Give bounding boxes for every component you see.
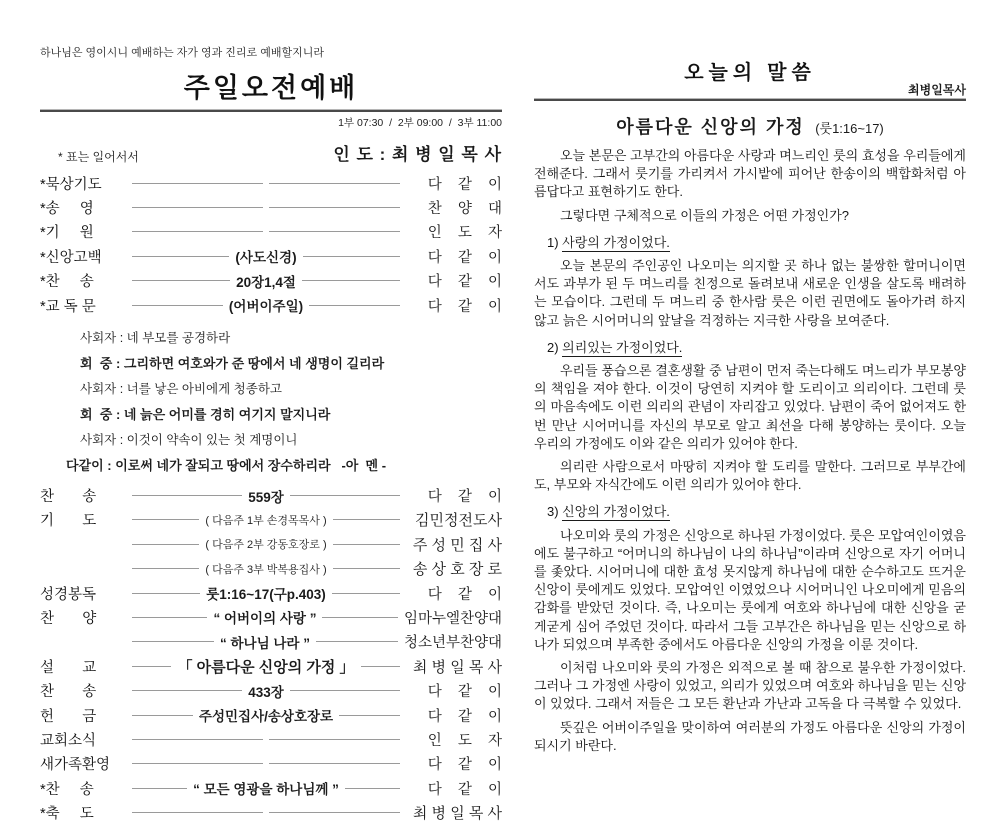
service-label: 기 도 (40, 513, 97, 530)
service-performer: 다 같 이 (427, 176, 502, 193)
sermon-title-line (534, 113, 966, 139)
service-detail: ( 다음주 3부 박복용집사 ) (205, 563, 327, 576)
service-detail: 559장 (248, 489, 284, 505)
service-performer: 다 같 이 (427, 684, 503, 701)
service-label: 새가족환영 (40, 757, 111, 774)
leader-line (339, 715, 400, 716)
leader-line (290, 495, 400, 496)
leader-line (302, 280, 400, 281)
leader-line (309, 305, 400, 306)
section-number: 2) (547, 339, 563, 355)
service-performer: 다 같 이 (427, 586, 503, 603)
todays-word-title: 오늘의 말씀 (684, 62, 816, 84)
sermon-header (534, 56, 966, 98)
service-row (40, 557, 502, 581)
worship-order-panel (40, 44, 502, 825)
service-row (40, 195, 502, 219)
service-label: 교회소식 (40, 732, 97, 749)
service-row (40, 171, 502, 195)
leader-line (269, 739, 400, 740)
service-row (40, 605, 502, 629)
reading-line-all: 다같이 : 이로써 네가 잘되고 땅에서 장수하리라 -아 멘 - (66, 458, 387, 474)
service-performer: 김민정전도사 (415, 512, 502, 530)
sermon-scripture-ref: (룻1:16~17) (815, 121, 884, 136)
order-of-service-continued (40, 483, 502, 824)
service-label: *찬 송 (40, 781, 94, 798)
service-performer: 인 도 자 (427, 732, 502, 749)
leader-line (132, 305, 223, 306)
service-performer: 최 병 일 목 사 (412, 658, 502, 676)
service-performer: 송 상 호 장 로 (412, 561, 502, 579)
section-number: 3) (547, 504, 563, 520)
service-detail: 룻1:16~17(구p.403) (206, 587, 326, 603)
service-row (40, 483, 502, 507)
header-rule-right (534, 98, 966, 101)
reading-line-congregation: 회 중 : 그리하면 여호와가 준 땅에서 네 생명이 길리라 (80, 356, 385, 372)
service-performer: 다 같 이 (427, 757, 502, 774)
scripture-motto: 하나님은 영이시니 예배하는 자가 영과 진리로 예배할지니라 (40, 47, 324, 59)
leader-line (345, 788, 400, 789)
service-detail: “ 어버이의 사랑 ” (213, 611, 317, 627)
section-number: 1) (547, 234, 563, 250)
leader-line (290, 690, 400, 691)
pastor-name: 최병일목사 (908, 83, 966, 97)
service-label: *찬 송 (40, 274, 94, 291)
sermon-section-heading (534, 339, 966, 357)
sermon-title: 아름다운 신앙의 가정 (616, 117, 805, 137)
leader-line (132, 256, 229, 257)
service-label: *축 도 (40, 806, 94, 823)
leader-line (269, 763, 400, 764)
leader-line (132, 690, 242, 691)
leader-line (132, 207, 263, 208)
service-row (40, 244, 502, 268)
service-performer: 다 같 이 (427, 249, 502, 266)
leader-line (132, 788, 187, 789)
service-label: 찬 송 (40, 489, 97, 506)
service-performer: 인 도 자 (427, 225, 502, 242)
service-performer: 다 같 이 (427, 708, 503, 725)
service-row (40, 581, 502, 605)
sermon-panel (534, 56, 966, 760)
leader-line (132, 231, 263, 232)
service-row (40, 727, 502, 751)
service-performer: 다 같 이 (427, 298, 503, 315)
service-row (40, 630, 502, 654)
leader-line (316, 641, 398, 642)
sermon-paragraph: 뜻깊은 어버이주일을 맞이하여 여러분의 가정도 아름다운 신앙의 가정이 되시기 바란다. (534, 719, 966, 753)
leader-line (132, 280, 230, 281)
service-detail: (사도신경) (235, 250, 297, 266)
service-label: 찬 양 (40, 610, 97, 627)
leader-line (322, 617, 397, 618)
sermon-paragraph: 이처럼 나오미와 룻의 가정은 외적으로 볼 때 참으로 불우한 가정이었다. 그러나 그 가정엔 사랑이 있었고, 의리가 있었으며 여호와 하나님을 믿는 신앙이 있었다. 그래서 저들은 그 모든 환난과 가난과 고독을 다 극복할 수 있었다. (534, 660, 966, 712)
service-label: *신앙고백 (40, 249, 102, 266)
service-performer: 주 성 민 집 사 (412, 536, 502, 554)
section-title: 신앙의 가정이었다. (562, 504, 670, 520)
reading-line-presider: 사회자 : 너를 낳은 아비에게 청종하고 (80, 382, 282, 397)
leader-line (269, 812, 400, 813)
service-detail: ( 다음주 1부 손경목목사 ) (205, 514, 327, 527)
leader-line (333, 544, 400, 545)
service-row (40, 220, 502, 244)
sermon-paragraph: 의리란 사람으로서 마땅히 지켜야 할 도리를 말한다. 그러므로 부부간에도, 부모와 자식간에도 이런 의리가 있어야 한다. (534, 459, 966, 493)
service-detail: 「 아름다운 신앙의 가정 」 (177, 658, 355, 676)
service-row (40, 703, 502, 727)
service-performer: 청소년부찬양대 (403, 635, 502, 652)
service-row (40, 532, 502, 556)
service-row (40, 508, 502, 532)
service-times: 1부 07:30 / 2부 09:00 / 3부 11:00 (338, 117, 502, 129)
service-detail: ( 다음주 2부 강동호장로 ) (205, 539, 327, 552)
leader-line (132, 739, 263, 740)
service-performer: 최 병 일 목 사 (412, 805, 502, 823)
leader-line (269, 207, 400, 208)
service-row (40, 293, 502, 317)
sermon-paragraph: 나오미와 룻의 가정은 신앙으로 하나된 가정이었다. 룻은 모압여인이였음에도 불구하고 “어머니의 하나님이 나의 하나님”이라며 신앙으로 자기 어머니를 좇았다. 시어머니에 대한 효성 못지않게 하나님에 대한 순수하고도 뜨거운 신앙이 룻에게도 있었다. 모압여인 이였었으나 시어머니인 나오미에게 믿음의 감화를 받았던 것이다. 즉, 나오미는 룻에게 여호와 하나님에 대한 신앙을 굳게굳게 심어 주었던 것이다. 따라서 그들 고부간은 하나님을 믿는 신앙으로 하나가 되었으며 부족한 중에서도 아름다운 신앙의 가정을 이룬 것이다. (534, 527, 966, 652)
sermon-section-heading (534, 503, 966, 521)
worship-title: 주일오전예배 (183, 73, 359, 103)
service-label: 헌 금 (40, 708, 97, 725)
leader-line (132, 568, 199, 569)
leader-line (132, 666, 171, 667)
sermon-section-heading (534, 234, 966, 252)
service-performer: 다 같 이 (427, 489, 503, 506)
section-title: 의리있는 가정이었다. (562, 339, 683, 355)
service-performer: 다 같 이 (427, 781, 502, 798)
leader-line (132, 593, 200, 594)
service-row-sermon (40, 654, 502, 678)
sermon-paragraph: 우리들 풍습으론 결혼생활 중 남편이 먼저 죽는다해도 며느리가 부모봉양의 책임을 져야 한다. 이것이 당연히 지켜야 할 도리이고 의리이다. 그런데 룻의 마음속에도 이런 의리의 관념이 자리잡고 있었다. 남편이 죽어 없어져도 한번 만난 시어머니를 자신의 부모로 알고 최선을 다해 봉양하는 룻이다. 오늘 우리의 가정에도 이와 같은 의리가 있어야 한다. (534, 363, 966, 451)
leader-line (361, 666, 400, 667)
reading-line-presider: 사회자 : 네 부모를 공경하라 (80, 331, 231, 346)
service-row (40, 800, 502, 824)
reading-line-congregation: 회 중 : 네 늙은 어미를 경히 여기지 말지니라 (80, 407, 331, 423)
leader-line (132, 495, 242, 496)
leader-line (132, 715, 193, 716)
leader-line (132, 641, 214, 642)
leader-line (269, 231, 400, 232)
service-performer: 다 같 이 (427, 274, 502, 291)
service-label: *기 원 (40, 225, 94, 242)
service-detail: 주성민집사/송상호장로 (198, 709, 334, 725)
leader-line (333, 519, 400, 520)
section-title: 사랑의 가정이었다. (562, 234, 670, 250)
service-label: 찬 송 (40, 684, 97, 701)
service-performer: 찬 양 대 (427, 201, 502, 218)
service-row (40, 776, 502, 800)
sermon-paragraph: 오늘 본문의 주인공인 나오미는 의지할 곳 하나 없는 불쌍한 할머니이면서도 과부가 된 두 며느리를 친정으로 돌려보내 새로운 인생을 살도록 배려하는 모습이다. 그런데 두 며느리 중 한사람 룻은 이런 권면에도 돌아가려 하지 않고 늙은 시어머니의 앞날을 걱정하는 지극한 사랑을 보여준다. (534, 258, 966, 328)
service-label: 성경봉독 (40, 586, 97, 603)
leader-line (132, 812, 263, 813)
responsive-reading (66, 324, 502, 477)
sermon-paragraph: 그렇다면 구체적으로 이들의 가정은 어떤 가정인가? (560, 207, 850, 223)
service-leader: 인 도 : 최 병 일 목 사 (333, 145, 502, 164)
service-detail: 20장1,4절 (236, 274, 296, 290)
service-label: *송 영 (40, 201, 94, 218)
leader-line (332, 593, 400, 594)
service-row (40, 269, 502, 293)
leader-line (132, 763, 263, 764)
service-detail: 433장 (248, 684, 284, 700)
service-label: *묵상기도 (40, 176, 102, 193)
service-detail: (어버이주일) (228, 299, 304, 315)
service-detail: “ 모든 영광을 하나님께 ” (193, 782, 339, 798)
header-rule-left (40, 109, 502, 112)
leader-line (269, 183, 400, 184)
leader-line (303, 256, 400, 257)
leader-line (132, 519, 199, 520)
service-detail: “ 하나님 나라 ” (219, 635, 310, 651)
service-label: 설 교 (40, 659, 97, 676)
service-label: *교 독 문 (40, 298, 96, 315)
leader-line (132, 183, 263, 184)
sermon-paragraph: 오늘 본문은 고부간의 아름다운 사랑과 며느리인 룻의 효성을 우리들에게 전해준다. 그래서 룻기를 가리켜서 가시밭에 피어난 한송이의 백합화처럼 아름답다고 표현하기도 한다. (534, 148, 966, 200)
leader-line (333, 568, 400, 569)
leader-line (132, 544, 199, 545)
reading-line-presider: 사회자 : 이것이 약속이 있는 첫 계명이니 (80, 433, 298, 448)
leader-line (132, 617, 207, 618)
service-row (40, 678, 502, 702)
stand-note: * 표는 일어서서 (58, 150, 139, 164)
sermon-body (534, 147, 966, 755)
service-performer: 임마누엘찬양대 (403, 610, 502, 627)
order-of-service (40, 171, 502, 317)
service-row (40, 752, 502, 776)
